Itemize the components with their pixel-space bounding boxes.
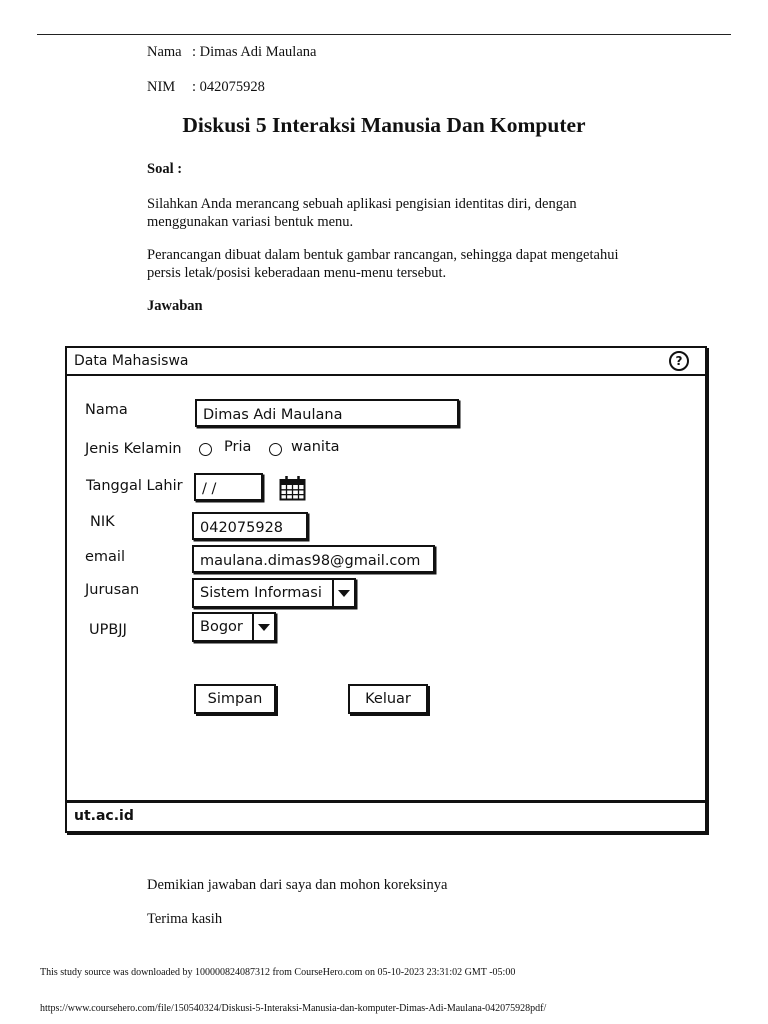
help-icon[interactable]: ? [669, 351, 689, 371]
document-title: Diskusi 5 Interaksi Manusia Dan Komputer [182, 113, 586, 137]
question-paragraph-1: Silahkan Anda merancang sebuah aplikasi pengisian identitas diri, dengan menggunakan variasi bentuk menu. [147, 196, 577, 230]
name-value: : Dimas Adi Maulana [192, 44, 317, 60]
name-label: Nama [147, 44, 182, 60]
form-mockup [65, 346, 705, 834]
keluar-button[interactable]: Keluar [348, 684, 428, 714]
source-url[interactable]: https://www.coursehero.com/file/150540324/Diskusi-5-Interaksi-Manusia-dan-komputer-Dimas-Adi-Maulana-042075928pdf/ [40, 1003, 547, 1014]
calendar-icon[interactable] [279, 475, 306, 501]
nama-input[interactable]: Dimas Adi Maulana [195, 399, 459, 427]
chevron-down-icon[interactable] [334, 580, 354, 606]
dob-input[interactable]: / / [194, 473, 263, 501]
jawaban-heading: Jawaban [147, 298, 203, 314]
nama-label: Nama [85, 402, 128, 418]
mockup-footer [65, 801, 707, 833]
gender-label: Jenis Kelamin [85, 441, 182, 457]
nik-label: NIK [90, 514, 115, 530]
email-input[interactable]: maulana.dimas98@gmail.com [192, 545, 435, 573]
download-note: This study source was downloaded by 100000824087312 from CourseHero.com on 05-10-2023 23:31:02 GMT -05:00 [40, 967, 516, 978]
radio-pria-label: Pria [224, 439, 252, 455]
mockup-titlebar [67, 348, 705, 376]
top-rule [37, 34, 731, 35]
nik-input[interactable]: 042075928 [192, 512, 308, 540]
radio-pria[interactable] [199, 443, 212, 456]
footer-site-text: ut.ac.id [74, 808, 134, 824]
dob-label: Tanggal Lahir [86, 478, 183, 494]
mockup-window-title: Data Mahasiswa [74, 353, 189, 369]
chevron-down-icon[interactable] [254, 614, 274, 640]
email-label: email [85, 549, 125, 565]
simpan-button[interactable]: Simpan [194, 684, 276, 714]
jurusan-select[interactable] [192, 578, 356, 608]
question-paragraph-2: Perancangan dibuat dalam bentuk gambar rancangan, sehingga dapat mengetahui persis letak/posisi keberadaan menu-menu tersebut. [147, 247, 619, 281]
jurusan-selected: Sistem Informasi [194, 580, 334, 606]
nim-value: : 042075928 [192, 79, 265, 95]
upbjj-selected: Bogor [194, 614, 254, 640]
nim-label: NIM [147, 79, 176, 95]
radio-wanita-label: wanita [291, 439, 340, 455]
radio-wanita[interactable] [269, 443, 282, 456]
mockup-window [65, 346, 707, 802]
jurusan-label: Jurusan [85, 582, 140, 598]
upbjj-select[interactable] [192, 612, 276, 642]
soal-heading: Soal : [147, 161, 183, 177]
closing-line-1: Demikian jawaban dari saya dan mohon koreksinya [147, 877, 448, 893]
closing-line-2: Terima kasih [147, 911, 223, 927]
upbjj-label: UPBJJ [89, 622, 127, 638]
